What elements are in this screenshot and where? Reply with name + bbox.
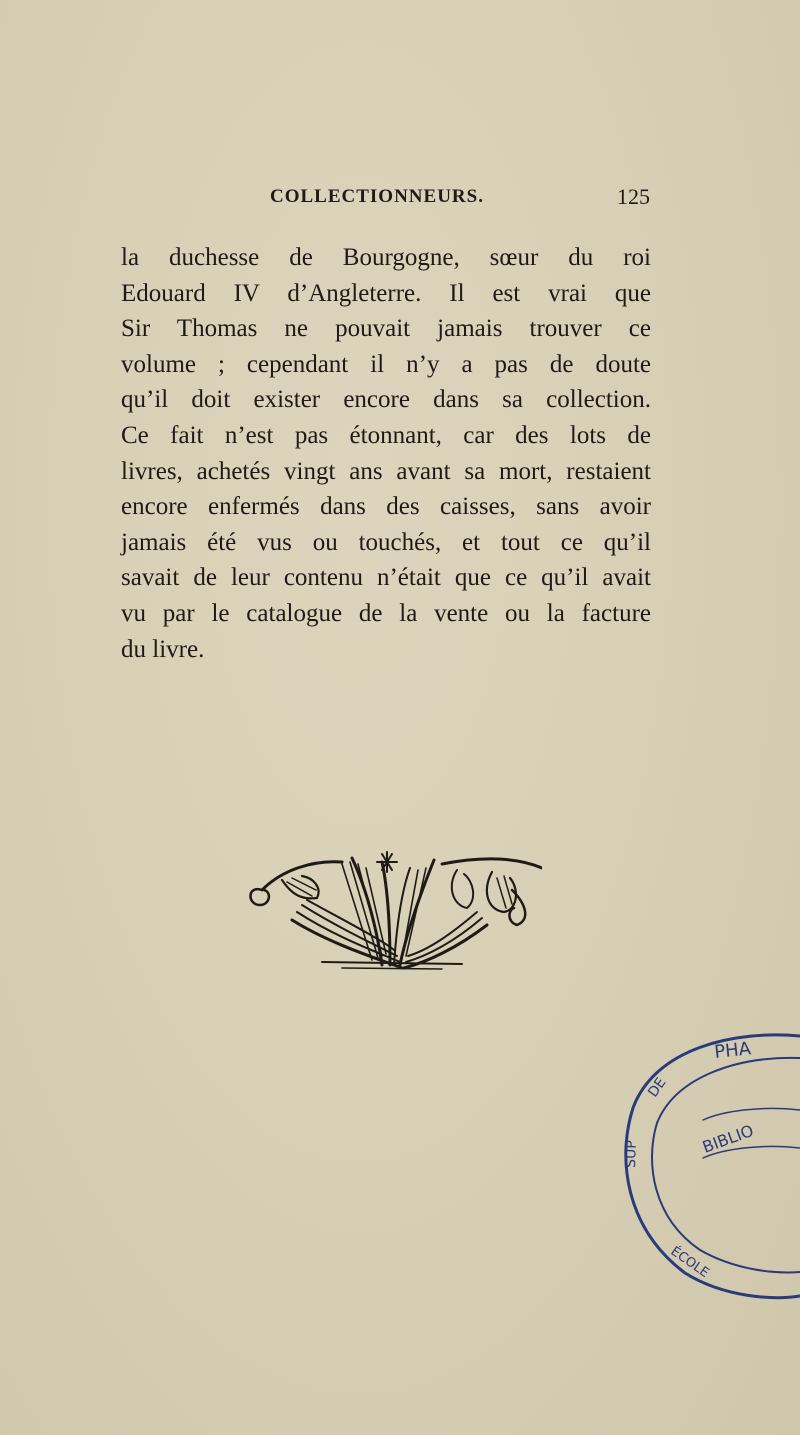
text-line: du livre. — [121, 635, 205, 663]
text-line: la duchesse de Bourgogne, sœur du roi — [121, 244, 651, 271]
text-line: Ce fait n’est pas étonnant, car des lots de — [121, 421, 651, 449]
svg-text:BIBLIO: BIBLIO — [699, 1120, 757, 1157]
running-title: COLLECTIONNEURS. — [270, 186, 484, 207]
text-line: savait de leur contenu n’était que ce qu’il avait — [121, 564, 651, 592]
text-line: encore enfermés dans des caisses, sans avoir — [121, 493, 651, 521]
svg-text:ÉCOLE: ÉCOLE — [667, 1243, 712, 1281]
text-line: volume ; cependant il n’y a pas de doute — [121, 350, 651, 378]
svg-text:DE: DE — [645, 1075, 670, 1101]
text-line: qu’il doit exister encore dans sa collection. — [121, 386, 651, 414]
text-line: vu par le catalogue de la vente ou la facture — [121, 599, 651, 627]
page-number: 125 — [617, 184, 650, 209]
body-text — [121, 240, 651, 667]
svg-text:PHA: PHA — [713, 1038, 753, 1063]
text-line: Sir Thomas ne pouvait jamais trouver ce — [121, 315, 651, 343]
page-header — [120, 186, 650, 216]
library-stamp-icon — [615, 1028, 800, 1303]
floral-tailpiece-icon — [242, 850, 542, 975]
svg-text:SUP: SUP — [623, 1140, 640, 1169]
text-line: livres, achetés vingt ans avant sa mort, restaient — [121, 457, 651, 485]
text-line: Edouard IV d’Angleterre. Il est vrai que — [121, 279, 651, 307]
text-line: jamais été vus ou touchés, et tout ce qu’il — [121, 528, 651, 556]
